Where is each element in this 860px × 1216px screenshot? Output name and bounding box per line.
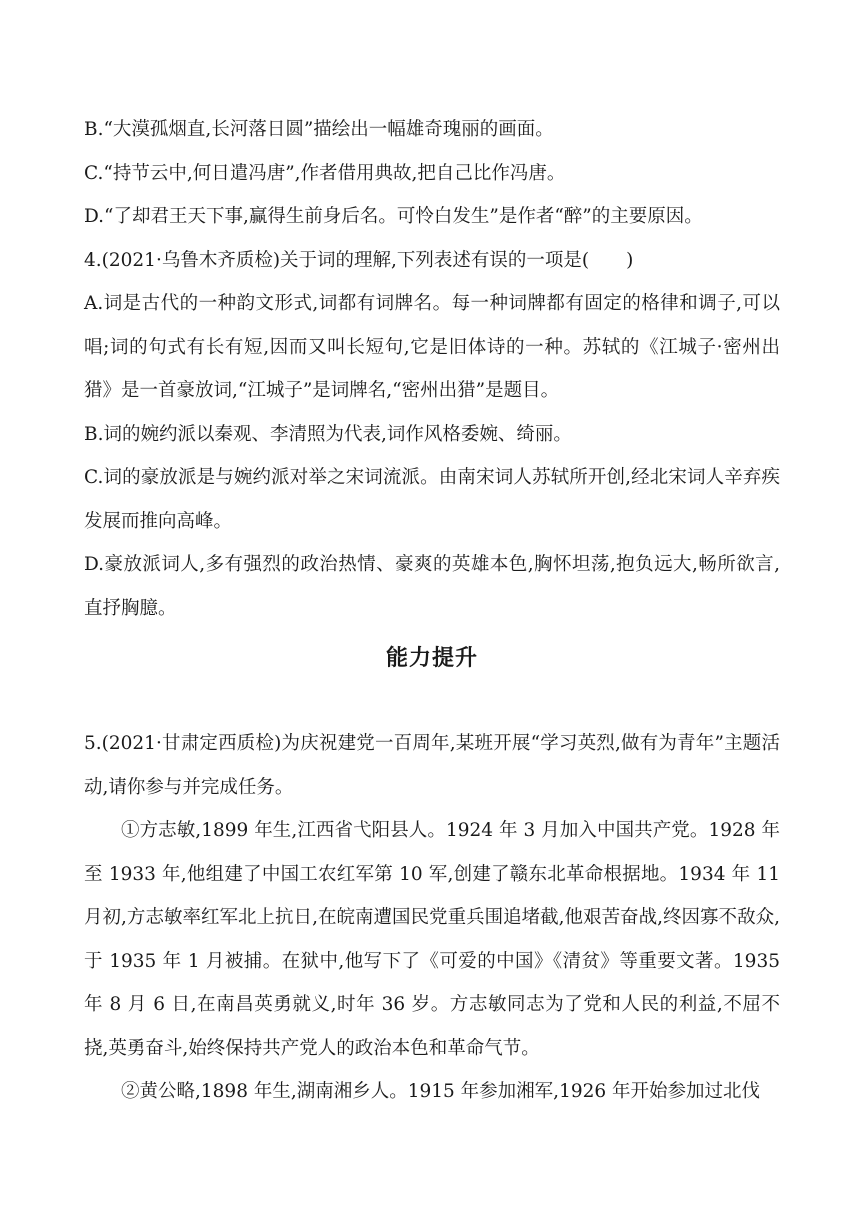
q4-option-b: B.词的婉约派以秦观、李清照为代表,词作风格委婉、绮丽。	[84, 423, 572, 445]
q3-option-b: B.“大漠孤烟直,长河落日圆”描绘出一幅雄奇瑰丽的画面。	[84, 119, 554, 140]
q5-paragraph-1: ①方志敏,1899 年生,江西省弋阳县人。1924 年 3 月加入中国共产党。1928 年至 1933 年,他组建了中国工农红军第 10 军,创建了赣东北革命根据地。1934 年 11 月初,方志敏率红军北上抗日,在皖南遭国民党重兵围追堵截,他艰苦奋战,终因寡不敌众,于 1935 年 1 月被捕。在狱中,他写下了《可爱的中国》《清贫》等重要文著。1935 年 8 月 6 日,在南昌英勇就义,时年 36 岁。方志敏同志为了党和人民的利益,不屈不挠,英勇奋斗,始终保持共产党人的政治本色和革命气节。	[84, 820, 780, 1059]
q5-stem: 5.(2021·甘肃定西质检)为庆祝建党一百周年,某班开展“学习英烈,做有为青年”主题活动,请你参与并完成任务。	[84, 733, 780, 798]
q3-option-c: C.“持节云中,何日遣冯唐”,作者借用典故,把自己比作冯唐。	[84, 162, 566, 184]
q3-option-d: D.“了却君王天下事,赢得生前身后名。可怜白发生”是作者“醉”的主要原因。	[84, 206, 703, 227]
q4-option-c: C.词的豪放派是与婉约派对举之宋词流派。由南宋词人苏轼所开创,经北宋词人辛弃疾发展而推向高峰。	[84, 467, 780, 532]
q4-option-a: A.词是古代的一种韵文形式,词都有词牌名。每一种词牌都有固定的格律和调子,可以唱;词的句式有长有短,因而又叫长短句,它是旧体诗的一种。苏轼的《江城子·密州出猎》是一首豪放词,“江城子”是词牌名,“密州出猎”是题目。	[84, 293, 780, 401]
document-page	[84, 108, 780, 1114]
q4-option-d: D.豪放派词人,多有强烈的政治热情、豪爽的英雄本色,胸怀坦荡,抱负远大,畅所欲言,直抒胸臆。	[84, 554, 780, 619]
q4-stem: 4.(2021·乌鲁木齐质检)关于词的理解,下列表述有误的一项是( )	[84, 249, 634, 271]
q5-paragraph-2: ②黄公略,1898 年生,湖南湘乡人。1915 年参加湘军,1926 年开始参加过北伐	[121, 1081, 761, 1102]
section-title: 能力提升	[385, 646, 478, 671]
